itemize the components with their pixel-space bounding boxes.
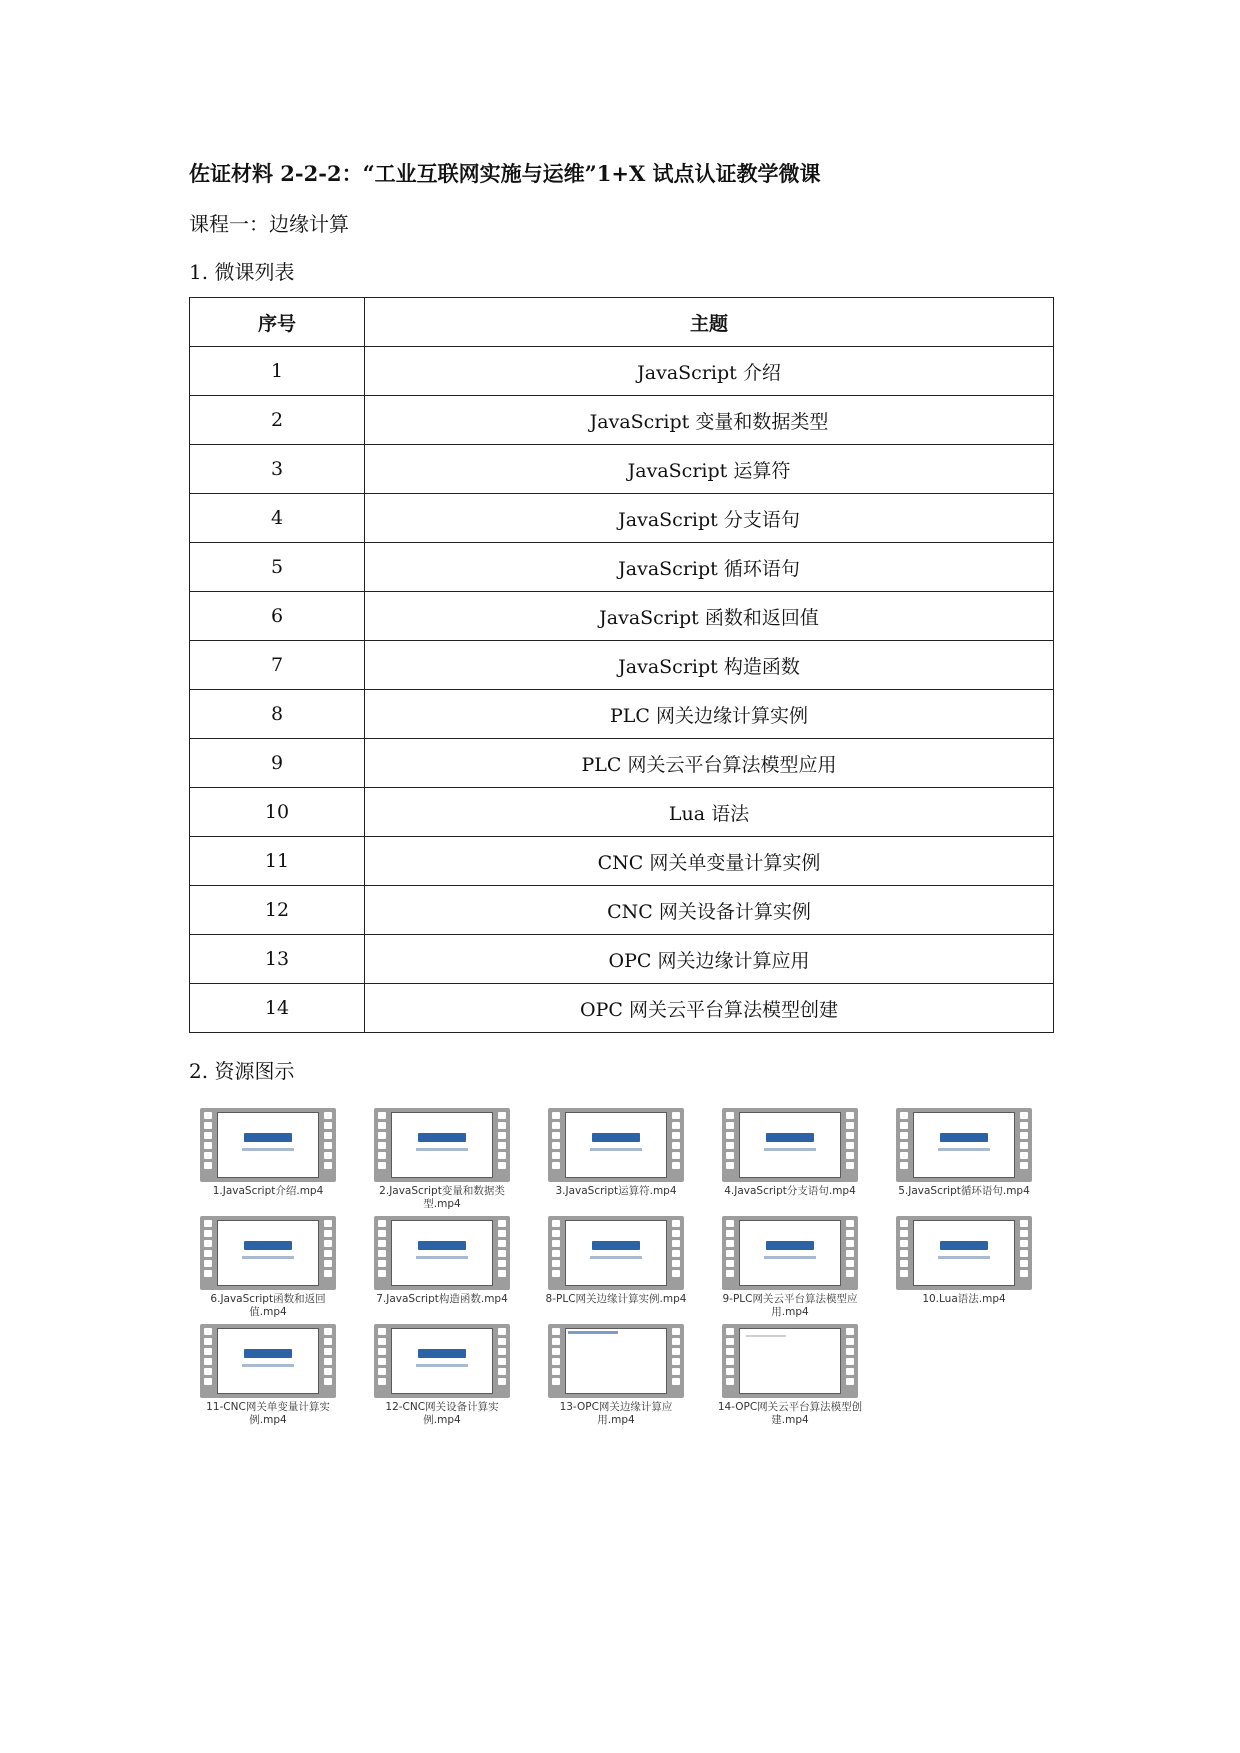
document-title: 佐证材料 2-2-2：“工业互联网实施与运维”1+X 试点认证教学微课 — [189, 161, 821, 186]
row-number: 7 — [190, 641, 365, 690]
video-thumbnail — [565, 1328, 667, 1394]
row-number: 10 — [190, 788, 365, 837]
row-number: 13 — [190, 935, 365, 984]
video-thumbnail — [739, 1328, 841, 1394]
video-file-grid — [189, 1108, 1059, 1438]
video-file-item[interactable] — [189, 1216, 347, 1321]
video-file-icon — [722, 1216, 858, 1290]
header-number: 序号 — [190, 298, 365, 347]
video-file-name: 2.JavaScript变量和数据类型.mp4 — [379, 1185, 505, 1210]
table-row — [190, 543, 1054, 592]
video-file-name: 11-CNC网关单变量计算实例.mp4 — [206, 1401, 330, 1426]
row-topic: PLC 网关边缘计算实例 — [365, 690, 1054, 739]
course-title: 课程一：边缘计算 — [189, 212, 349, 236]
table-row — [190, 739, 1054, 788]
row-topic: OPC 网关云平台算法模型创建 — [365, 984, 1054, 1033]
row-number: 3 — [190, 445, 365, 494]
video-file-icon — [374, 1216, 510, 1290]
video-file-item[interactable] — [537, 1216, 695, 1321]
video-thumbnail — [391, 1220, 493, 1286]
table-row — [190, 641, 1054, 690]
video-file-name: 8-PLC网关边缘计算实例.mp4 — [545, 1293, 687, 1305]
table-row — [190, 690, 1054, 739]
video-file-item[interactable] — [363, 1216, 521, 1321]
video-file-name: 13-OPC网关边缘计算应用.mp4 — [559, 1401, 673, 1426]
video-file-name: 5.JavaScript循环语句.mp4 — [898, 1185, 1030, 1197]
video-file-item[interactable] — [363, 1324, 521, 1429]
video-file-item[interactable] — [537, 1324, 695, 1429]
video-file-name: 3.JavaScript运算符.mp4 — [555, 1185, 677, 1197]
video-thumbnail — [913, 1112, 1015, 1178]
row-topic: CNC 网关设备计算实例 — [365, 886, 1054, 935]
row-topic: JavaScript 函数和返回值 — [365, 592, 1054, 641]
video-file-icon — [722, 1108, 858, 1182]
header-topic: 主题 — [365, 298, 1054, 347]
video-file-item[interactable] — [711, 1108, 869, 1213]
video-thumbnail — [217, 1112, 319, 1178]
video-file-name: 9-PLC网关云平台算法模型应用.mp4 — [722, 1293, 858, 1318]
table-row — [190, 396, 1054, 445]
row-topic: PLC 网关云平台算法模型应用 — [365, 739, 1054, 788]
table-row — [190, 494, 1054, 543]
row-topic: JavaScript 构造函数 — [365, 641, 1054, 690]
video-file-name: 14-OPC网关云平台算法模型创建.mp4 — [717, 1401, 863, 1426]
row-topic: JavaScript 运算符 — [365, 445, 1054, 494]
video-file-item[interactable] — [363, 1108, 521, 1213]
video-file-item[interactable] — [885, 1108, 1043, 1213]
row-topic: JavaScript 变量和数据类型 — [365, 396, 1054, 445]
row-number: 14 — [190, 984, 365, 1033]
row-topic: JavaScript 介绍 — [365, 347, 1054, 396]
table-row — [190, 445, 1054, 494]
row-topic: JavaScript 循环语句 — [365, 543, 1054, 592]
row-topic: CNC 网关单变量计算实例 — [365, 837, 1054, 886]
video-thumbnail — [565, 1112, 667, 1178]
video-thumbnail — [739, 1220, 841, 1286]
video-file-item[interactable] — [537, 1108, 695, 1213]
video-file-item[interactable] — [189, 1108, 347, 1213]
row-number: 8 — [190, 690, 365, 739]
video-thumbnail — [217, 1328, 319, 1394]
video-file-icon — [896, 1108, 1032, 1182]
video-file-item[interactable] — [711, 1216, 869, 1321]
row-topic: OPC 网关边缘计算应用 — [365, 935, 1054, 984]
row-number: 9 — [190, 739, 365, 788]
video-file-name: 4.JavaScript分支语句.mp4 — [724, 1185, 856, 1197]
table-row — [190, 886, 1054, 935]
video-file-icon — [896, 1216, 1032, 1290]
video-thumbnail — [217, 1220, 319, 1286]
video-thumbnail — [565, 1220, 667, 1286]
row-number: 1 — [190, 347, 365, 396]
row-number: 12 — [190, 886, 365, 935]
video-thumbnail — [391, 1328, 493, 1394]
row-topic: Lua 语法 — [365, 788, 1054, 837]
table-row — [190, 592, 1054, 641]
video-file-icon — [374, 1108, 510, 1182]
row-number: 5 — [190, 543, 365, 592]
video-file-icon — [200, 1216, 336, 1290]
video-file-name: 10.Lua语法.mp4 — [922, 1293, 1006, 1305]
video-file-icon — [548, 1324, 684, 1398]
table-row — [190, 935, 1054, 984]
table-row — [190, 788, 1054, 837]
table-row — [190, 984, 1054, 1033]
video-file-item[interactable] — [189, 1324, 347, 1429]
row-topic: JavaScript 分支语句 — [365, 494, 1054, 543]
table-header-row — [190, 298, 1054, 347]
video-thumbnail — [739, 1112, 841, 1178]
table-row — [190, 347, 1054, 396]
micro-course-table — [189, 297, 1054, 1033]
video-file-icon — [200, 1324, 336, 1398]
video-file-name: 7.JavaScript构造函数.mp4 — [376, 1293, 508, 1305]
video-file-icon — [722, 1324, 858, 1398]
row-number: 6 — [190, 592, 365, 641]
video-file-name: 1.JavaScript介绍.mp4 — [212, 1185, 324, 1197]
video-file-icon — [548, 1108, 684, 1182]
video-thumbnail — [913, 1220, 1015, 1286]
video-file-name: 6.JavaScript函数和返回值.mp4 — [210, 1293, 326, 1318]
video-file-name: 12-CNC网关设备计算实例.mp4 — [385, 1401, 499, 1426]
section-heading-list: 1. 微课列表 — [189, 260, 295, 284]
row-number: 2 — [190, 396, 365, 445]
video-file-icon — [374, 1324, 510, 1398]
video-file-item[interactable] — [711, 1324, 869, 1429]
video-file-icon — [548, 1216, 684, 1290]
section-heading-resources: 2. 资源图示 — [189, 1059, 295, 1083]
row-number: 11 — [190, 837, 365, 886]
video-thumbnail — [391, 1112, 493, 1178]
row-number: 4 — [190, 494, 365, 543]
video-file-icon — [200, 1108, 336, 1182]
table-row — [190, 837, 1054, 886]
video-file-item[interactable] — [885, 1216, 1043, 1321]
